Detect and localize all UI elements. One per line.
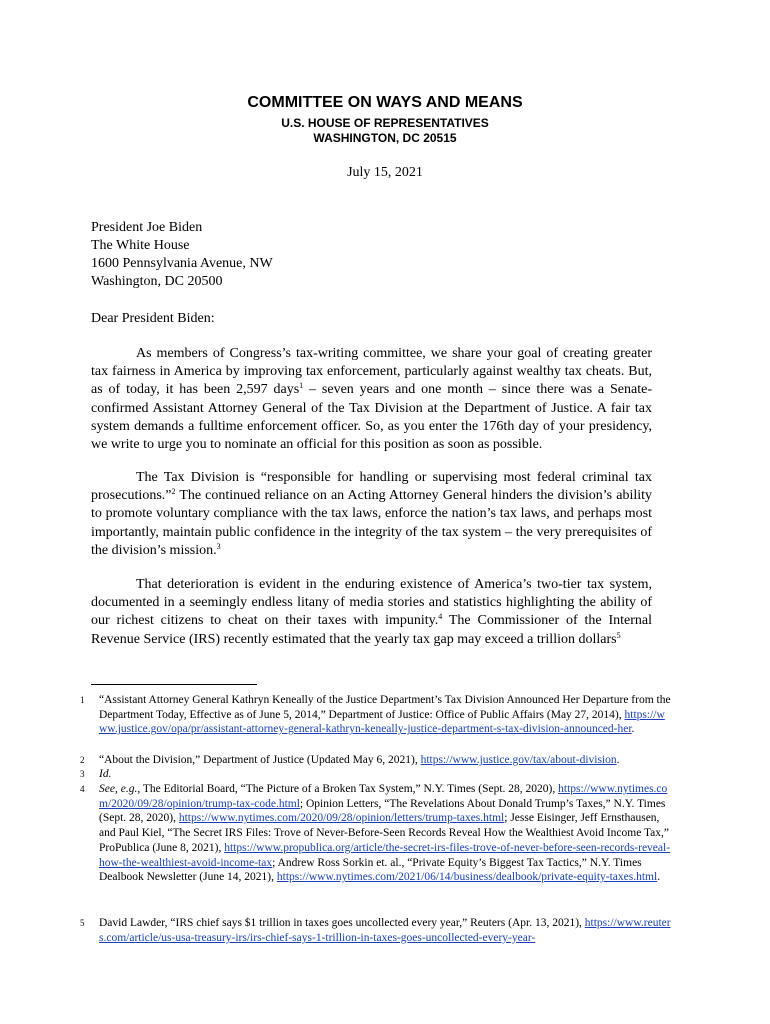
footnote-text: David Lawder, “IRS chief says $1 trillion in taxes goes uncollected every year,” Reuters (Apr. 13, 2021), [99,917,585,929]
footnote-number: 3 [80,769,85,779]
footnote-2 [80,753,672,768]
footnote-ref-3[interactable]: 3 [216,541,221,551]
footnote-end: . [616,754,620,766]
footnote-text: “Assistant Attorney General Kathryn Keneally of the Justice Department’s Tax Division Announced Her Departure from the Department Today, Effective as of June 5, 2014,” Department of Justice: Office of Public Affairs (May 27, 2014), [99,694,671,721]
footnote-text: Id. [99,768,112,780]
footnote-end: . [657,871,661,884]
footnote-link[interactable]: https://www.nytimes.com/2021/06/14/business/dealbook/private-equity-taxes.html [276,871,658,884]
p2-text-b: The continued reliance on an Acting Attorney General hinders the division’s ability to promote voluntary compliance with the tax laws, enforce the nation’s tax laws, and perhaps most importantly, maintain public confidence in the integrity of the tax system – the very prerequisites of the division’s mission. [91,488,652,558]
footnote-ref-4[interactable]: 4 [438,612,443,622]
footnote-3 [80,767,672,782]
footnote-text: “About the Division,” Department of Justice (Updated May 6, 2021), [99,754,421,766]
paragraph-1 [91,345,652,454]
footnote-link[interactable]: https://www.reuters.com/article/us-usa-treasury-irs/irs-chief-says-1-trillion-in-taxes-goes-uncollected-every-year- [99,917,671,944]
footnote-link[interactable]: https://www.justice.gov/tax/about-division [420,754,617,766]
footnote-link[interactable]: https://www.propublica.org/article/the-secret-irs-files-trove-of-never-before-seen-records-reveal-how-the-wealthiest-avoid-income-tax [99,841,671,869]
paragraph-2 [91,469,652,560]
house-line: U.S. HOUSE OF REPRESENTATIVES [281,116,489,130]
footnote-number: 4 [80,784,85,794]
footnote-ref-1[interactable]: 1 [299,381,304,391]
footnote-text: ; Opinion Letters, “The Revelations About Donald Trump’s Taxes,” N.Y. Times (Sept. 28, 2020), [99,797,666,825]
p3-text-a: That deterioration is evident in the enduring existence of America’s two-tier tax system, documented in a seemingly endless litany of media stories and statistics highlighting the ability of our richest citizens to cheat on their taxes with impunity. [91,577,652,629]
p3-text-b: The Commissioner of the Internal Revenue Service (IRS) recently estimated that the yearly tax gap may exceed a trillion dollars [91,613,652,647]
footnote-text: ; Jesse Eisinger, Jeff Ernsthausen, and Paul Kiel, “The Secret IRS Files: Trove of Never-Before-Seen Records Reveal How the Wealthiest Avoid Income Tax,” ProPublica (June 8, 2021), [99,812,670,854]
footnote-number: 2 [80,755,85,765]
recipient-street: 1600 Pennsylvania Avenue, NW [91,256,273,271]
footnote-1 [80,693,672,737]
recipient-org: The White House [91,238,190,253]
footnote-link[interactable]: https://www.nytimes.com/2020/09/28/opinion/letters/trump-taxes.html [178,812,505,825]
committee-title: COMMITTEE ON WAYS AND MEANS [247,94,523,111]
footnote-link[interactable]: https://www.nytimes.com/2020/09/28/opinion/trump-tax-code.html [99,783,668,810]
recipient-city: Washington, DC 20500 [91,274,223,289]
footnote-4 [80,782,672,885]
footnote-divider [91,684,257,685]
letter-date: July 15, 2021 [347,165,423,180]
p1-text-b: – seven years and one month – since there was a Senate-confirmed Assistant Attorney General of the Tax Division at the Department of Justice. A fair tax system demands a fulltime enforcement officer. So, as you enter the 176th day of your presidency, we write to urge you to nominate an official for this position as soon as possible. [91,382,652,453]
footnote-end: . [631,723,635,736]
footnote-link[interactable]: https://www.justice.gov/opa/pr/assistant-attorney-general-kathryn-keneally-justice-department-s-tax-division-announced-her [99,708,665,736]
p2-text-a: The Tax Division is “responsible for handling or supervising most federal criminal tax prosecutions.” [91,470,652,504]
recipient-address [91,219,273,291]
paragraph-3 [91,576,652,649]
footnote-text: ; Andrew Ross Sorkin et. al., “Private Equity’s Biggest Tax Tactics,” N.Y. Times Dealbook Newsletter (June 14, 2021), [99,856,642,884]
footnote-ref-2[interactable]: 2 [171,487,176,497]
p1-text-a: As members of Congress’s tax-writing committee, we share your goal of creating greater tax fairness in America by improving tax enforcement, particularly against wealthy tax cheats. But, as of today, it has been 2,597 days [91,346,652,398]
footnote-5 [80,916,672,945]
footnote-number: 1 [80,695,85,705]
footnote-text: , The Editorial Board, “The Picture of a Broken Tax System,” N.Y. Times (Sept. 28, 2020), [137,783,559,795]
footnote-ref-5[interactable]: 5 [616,630,621,640]
footnote-signal: See, e.g. [99,783,138,795]
city-line: WASHINGTON, DC 20515 [313,131,457,145]
footnote-number: 5 [80,918,85,928]
salutation: Dear President Biden: [91,311,215,326]
recipient-name: President Joe Biden [91,220,203,235]
